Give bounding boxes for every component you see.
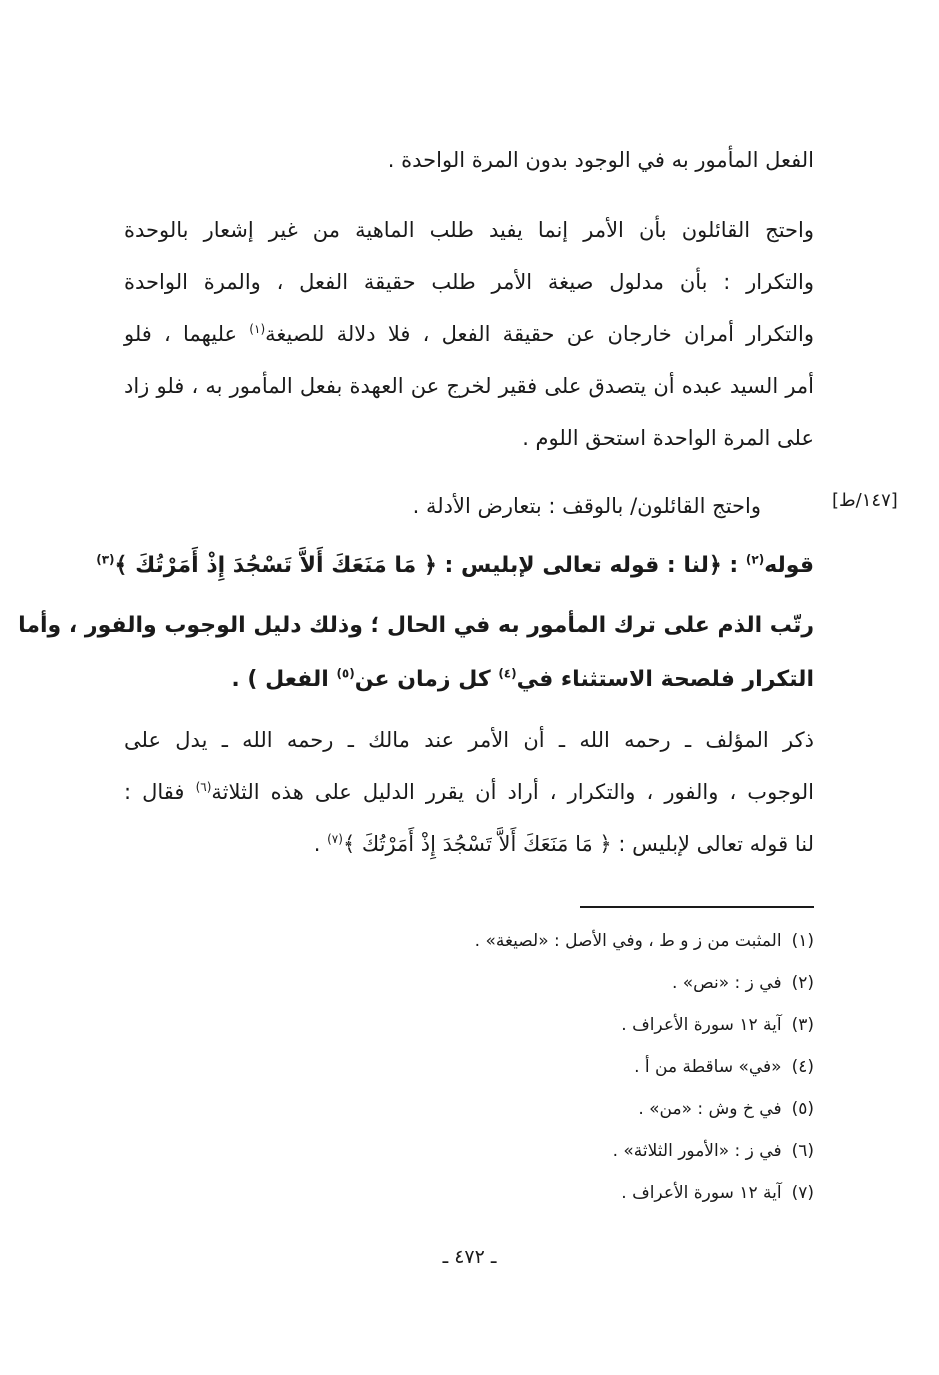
body-line-text: والتكرار : بأن مدلول صيغة الأمر طلب حقيقة الفعل ، والمرة الواحدة: [124, 270, 814, 294]
footnote-3: [621, 1010, 814, 1040]
footnote-number: (٧): [791, 1183, 814, 1203]
footnote-text: «في» ساقطة من أ .: [634, 1057, 782, 1077]
bold-text: التكرار فلصحة الاستثناء في: [516, 667, 814, 692]
bold-text: كل زمان عن: [354, 667, 491, 692]
footnote-number: (٣): [791, 1015, 814, 1035]
footnote-number: (٢): [791, 973, 814, 993]
footnote-ref: (٦): [195, 780, 212, 794]
footnote-ref: (٧): [327, 832, 343, 846]
footnote-text: آية ١٢ سورة الأعراف .: [621, 1183, 782, 1203]
body-line-text: الفعل المأمور به في الوجود بدون المرة الواحدة .: [387, 148, 814, 172]
footnote-text: آية ١٢ سورة الأعراف .: [621, 1015, 782, 1035]
commentary-text: .: [313, 832, 321, 856]
footnote-text: المثبت من ز و ط ، وفي الأصل : «لصيغة» .: [474, 931, 782, 951]
bold-line-2: [18, 606, 814, 646]
footnote-text: في خ وش : «من» .: [638, 1099, 782, 1119]
bold-text: : ﴿لنا : قوله تعالى لإبليس : ﴿ مَا مَنَعَكَ أَلاَّ تَسْجُدَ إِذْ أَمَرْتُكَ ﴾: [114, 553, 739, 578]
commentary-line-3: [124, 824, 814, 864]
bold-line-3: [124, 660, 814, 700]
footnote-6: [613, 1136, 814, 1166]
commentary-text: لنا قوله تعالى لإبليس : ﴿ مَا مَنَعَكَ أَلاَّ تَسْجُدَ إِذْ أَمَرْتُكَ ﴾: [342, 832, 814, 856]
body-line-3: [124, 262, 814, 302]
footnote-1: [475, 926, 814, 956]
commentary-text: الوجوب ، والفور ، والتكرار ، أراد أن يقرر الدليل على هذه الثلاثة: [211, 780, 814, 804]
footnote-7: [621, 1178, 814, 1208]
bold-text: قوله: [764, 553, 814, 578]
body-line-text: على المرة الواحدة استحق اللوم .: [522, 426, 814, 450]
footnote-ref: (٥): [336, 666, 355, 681]
footnote-divider: [580, 906, 814, 908]
body-line-4: [124, 314, 814, 354]
body-line-6: [124, 418, 814, 458]
footnote-number: (٥): [791, 1099, 814, 1119]
body-line-text: والتكرار أمران خارجان عن حقيقة الفعل ، فلا دلالة للصيغة: [265, 322, 814, 346]
footnote-ref: (٤): [498, 666, 517, 681]
bold-line-1: [96, 546, 814, 586]
body-line-2: [124, 210, 814, 250]
footnote-2: [672, 968, 814, 998]
footnote-ref: (٣): [96, 552, 115, 567]
commentary-line-2: [124, 772, 814, 812]
footnote-text: في ز : «الأمور الثلاثة» .: [612, 1141, 782, 1161]
footnote-number: (٤): [791, 1057, 814, 1077]
commentary-line-1: [124, 720, 814, 760]
bold-text: رتّب الذم على ترك المأمور به في الحال ؛ وذلك دليل الوجوب والفور ، وأما: [18, 613, 814, 638]
body-line-text: واحتج القائلون/ بالوقف : بتعارض الأدلة .: [412, 494, 761, 518]
margin-folio-note: [١٤٧/ط]: [832, 490, 898, 511]
footnote-number: (١): [791, 931, 814, 951]
commentary-text: ذكر المؤلف ـ رحمه الله ـ أن الأمر عند مالك ـ رحمه الله ـ يدل على: [124, 728, 814, 752]
footnote-text: في ز : «نص» .: [671, 973, 782, 993]
footnote-number: (٦): [791, 1141, 814, 1161]
body-line-text: عليهما ، فلو: [124, 322, 238, 346]
footnote-ref: (١): [249, 322, 266, 336]
body-line-1: [124, 140, 814, 180]
body-line-text: أمر السيد عبده أن يتصدق على فقير لخرج عن العهدة بفعل المأمور به ، فلو زاد: [124, 374, 814, 398]
body-line-text: واحتج القائلون بأن الأمر إنما يفيد طلب الماهية من غير إشعار بالوحدة: [124, 218, 814, 242]
bold-text: الفعل ) .: [231, 667, 329, 692]
footnote-ref: (٢): [745, 552, 765, 567]
body-line-5: [124, 366, 814, 406]
footnote-4: [634, 1052, 814, 1082]
body-line-7: [121, 486, 761, 526]
commentary-text: فقال :: [124, 780, 185, 804]
page-number: ـ ٤٧٢ ـ: [442, 1246, 497, 1268]
footnote-5: [638, 1094, 814, 1124]
